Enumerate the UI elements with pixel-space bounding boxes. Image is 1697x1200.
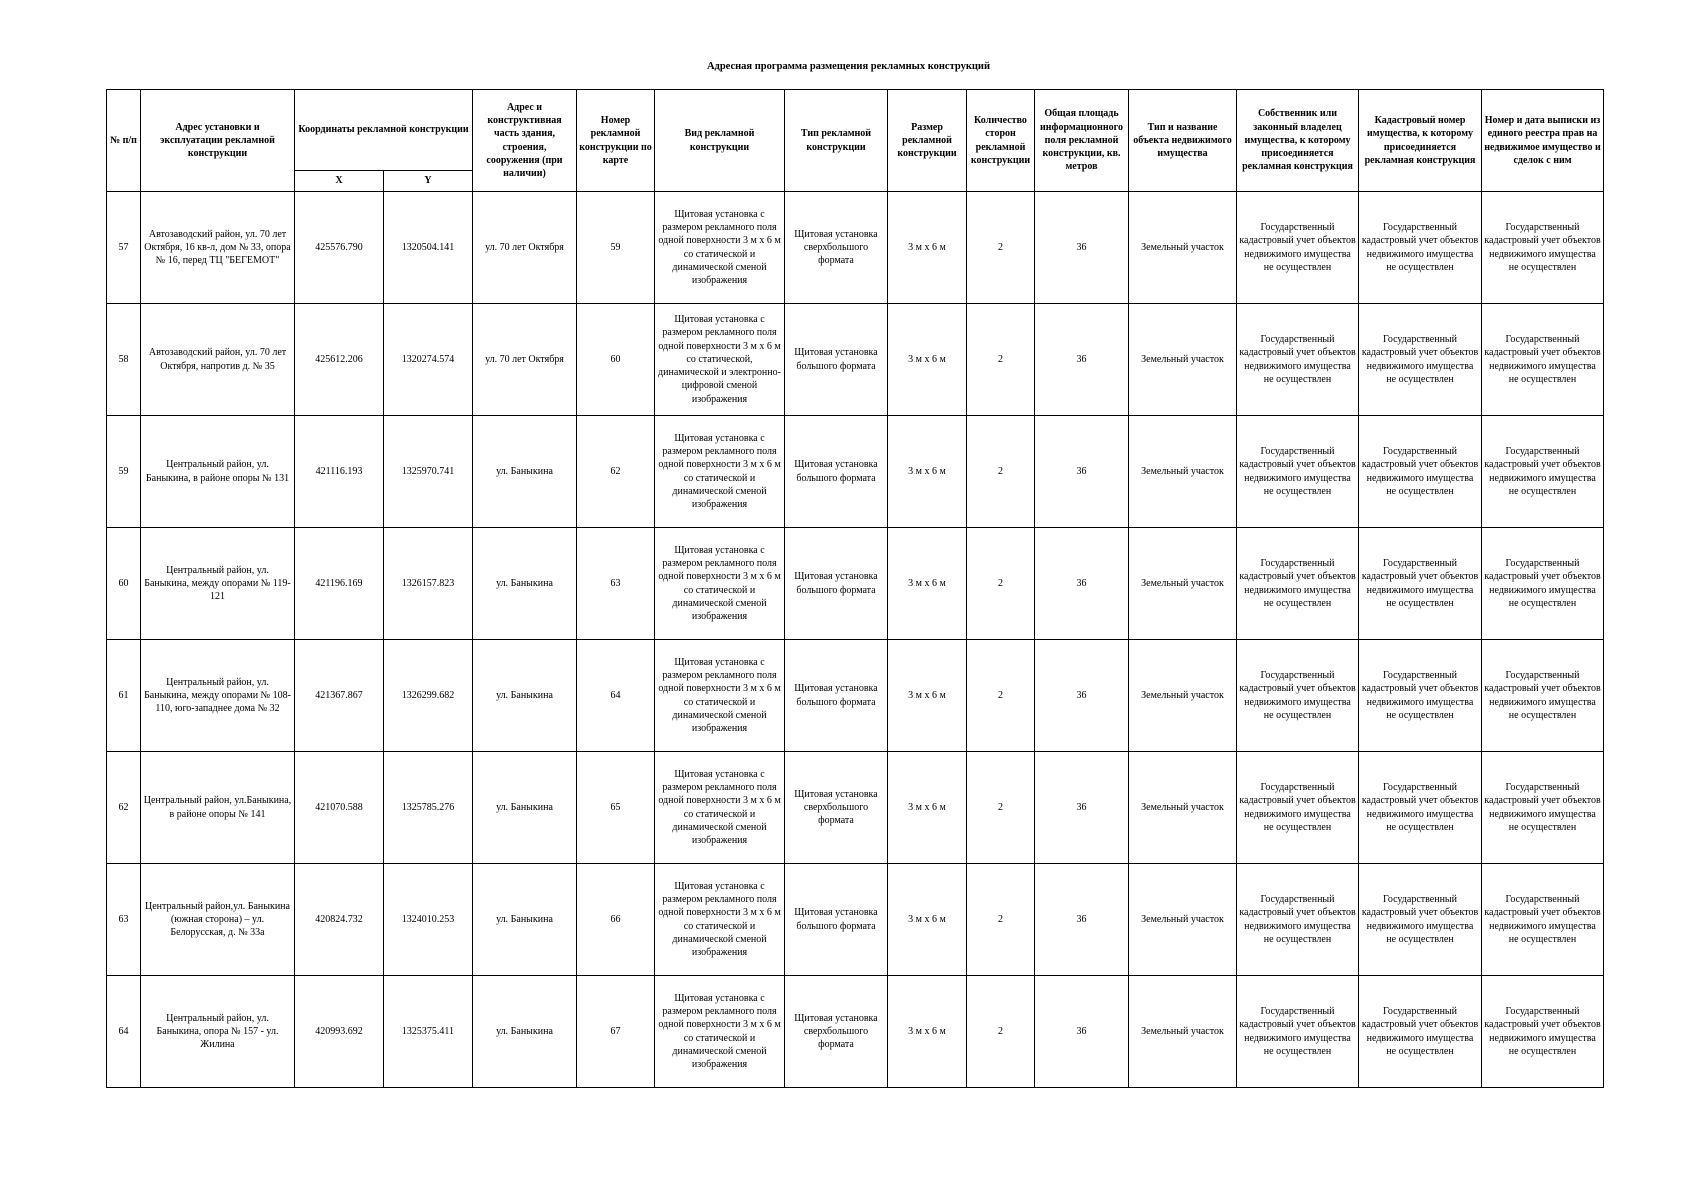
cell-sides: 2 [967,976,1035,1088]
cell-kind: Щитовая установка с размером рекламного поля одной поверхности 3 м х 6 м со статической и динамической сменой изображения [655,528,785,640]
cell-y: 1324010.253 [384,864,473,976]
table-row [107,192,1604,304]
cell-sides: 2 [967,752,1035,864]
cell-owner: Государственный кадастровый учет объектов недвижимого имущества не осуществлен [1237,192,1359,304]
cell-map-num: 62 [577,416,655,528]
header-cadastral: Кадастровый номер имущества, к которому присоединяется рекламная конструкция [1359,90,1482,192]
cell-cadastral: Государственный кадастровый учет объектов недвижимого имущества не осуществлен [1359,976,1482,1088]
cell-y: 1320274.574 [384,304,473,416]
cell-registry: Государственный кадастровый учет объектов недвижимого имущества не осуществлен [1482,192,1604,304]
cell-registry: Государственный кадастровый учет объектов недвижимого имущества не осуществлен [1482,304,1604,416]
cell-x: 421070.588 [295,752,384,864]
cell-size: 3 м х 6 м [888,528,967,640]
cell-building: ул. Баныкина [473,752,577,864]
cell-num: 61 [107,640,141,752]
cell-area: 36 [1035,528,1129,640]
cell-type: Щитовая установка большого формата [785,864,888,976]
cell-type: Щитовая установка большого формата [785,640,888,752]
cell-area: 36 [1035,416,1129,528]
cell-x: 421196.169 [295,528,384,640]
cell-map-num: 63 [577,528,655,640]
cell-type: Щитовая установка сверхбольшого формата [785,752,888,864]
header-kind: Вид рекламной конструкции [655,90,785,192]
cell-size: 3 м х 6 м [888,416,967,528]
cell-sides: 2 [967,304,1035,416]
page-title: Адресная программа размещения рекламных конструкций [706,61,991,72]
cell-area: 36 [1035,864,1129,976]
cell-owner: Государственный кадастровый учет объектов недвижимого имущества не осуществлен [1237,640,1359,752]
cell-map-num: 67 [577,976,655,1088]
advertising-register-table [106,89,1604,1088]
cell-kind: Щитовая установка с размером рекламного поля одной поверхности 3 м х 6 м со статической и динамической сменой изображения [655,976,785,1088]
header-y: Y [384,171,473,192]
cell-x: 425576.790 [295,192,384,304]
cell-kind: Щитовая установка с размером рекламного поля одной поверхности 3 м х 6 м со статической и динамической сменой изображения [655,416,785,528]
table-row [107,528,1604,640]
cell-x: 420993.692 [295,976,384,1088]
cell-area: 36 [1035,640,1129,752]
cell-object: Земельный участок [1129,192,1237,304]
cell-type: Щитовая установка большого формата [785,304,888,416]
cell-sides: 2 [967,640,1035,752]
cell-building: ул. 70 лет Октября [473,192,577,304]
cell-registry: Государственный кадастровый учет объектов недвижимого имущества не осуществлен [1482,976,1604,1088]
cell-sides: 2 [967,864,1035,976]
cell-building: ул. Баныкина [473,864,577,976]
cell-size: 3 м х 6 м [888,304,967,416]
cell-cadastral: Государственный кадастровый учет объектов недвижимого имущества не осуществлен [1359,192,1482,304]
header-x: X [295,171,384,192]
header-address: Адрес установки и эксплуатации рекламной конструкции [141,90,295,192]
cell-registry: Государственный кадастровый учет объектов недвижимого имущества не осуществлен [1482,640,1604,752]
cell-y: 1325785.276 [384,752,473,864]
cell-cadastral: Государственный кадастровый учет объектов недвижимого имущества не осуществлен [1359,528,1482,640]
cell-owner: Государственный кадастровый учет объектов недвижимого имущества не осуществлен [1237,528,1359,640]
cell-registry: Государственный кадастровый учет объектов недвижимого имущества не осуществлен [1482,752,1604,864]
cell-num: 57 [107,192,141,304]
table-row [107,976,1604,1088]
cell-address: Центральный район, ул. Баныкина, в районе опоры № 131 [141,416,295,528]
cell-map-num: 66 [577,864,655,976]
cell-registry: Государственный кадастровый учет объектов недвижимого имущества не осуществлен [1482,416,1604,528]
cell-num: 59 [107,416,141,528]
cell-size: 3 м х 6 м [888,976,967,1088]
cell-area: 36 [1035,192,1129,304]
table-header [107,90,1604,192]
cell-object: Земельный участок [1129,640,1237,752]
cell-cadastral: Государственный кадастровый учет объектов недвижимого имущества не осуществлен [1359,304,1482,416]
cell-object: Земельный участок [1129,416,1237,528]
cell-y: 1326157.823 [384,528,473,640]
cell-sides: 2 [967,528,1035,640]
cell-y: 1320504.141 [384,192,473,304]
cell-building: ул. Баныкина [473,640,577,752]
cell-owner: Государственный кадастровый учет объектов недвижимого имущества не осуществлен [1237,864,1359,976]
header-map-num: Номер рекламной конструкции по карте [577,90,655,192]
cell-type: Щитовая установка большого формата [785,416,888,528]
cell-num: 58 [107,304,141,416]
cell-building: ул. Баныкина [473,528,577,640]
cell-building: ул. Баныкина [473,976,577,1088]
cell-y: 1326299.682 [384,640,473,752]
header-coords: Координаты рекламной конструкции [295,90,473,171]
cell-registry: Государственный кадастровый учет объектов недвижимого имущества не осуществлен [1482,864,1604,976]
table-row [107,304,1604,416]
cell-owner: Государственный кадастровый учет объектов недвижимого имущества не осуществлен [1237,416,1359,528]
cell-cadastral: Государственный кадастровый учет объектов недвижимого имущества не осуществлен [1359,752,1482,864]
cell-num: 63 [107,864,141,976]
cell-size: 3 м х 6 м [888,192,967,304]
cell-kind: Щитовая установка с размером рекламного поля одной поверхности 3 м х 6 м со статической и динамической сменой изображения [655,864,785,976]
cell-x: 421116.193 [295,416,384,528]
cell-owner: Государственный кадастровый учет объектов недвижимого имущества не осуществлен [1237,304,1359,416]
cell-area: 36 [1035,976,1129,1088]
cell-x: 420824.732 [295,864,384,976]
cell-type: Щитовая установка большого формата [785,528,888,640]
cell-map-num: 60 [577,304,655,416]
cell-cadastral: Государственный кадастровый учет объектов недвижимого имущества не осуществлен [1359,640,1482,752]
cell-object: Земельный участок [1129,976,1237,1088]
header-sides: Количество сторон рекламной конструкции [967,90,1035,192]
cell-address: Центральный район, ул. Баныкина, опора № 157 - ул. Жилина [141,976,295,1088]
cell-registry: Государственный кадастровый учет объектов недвижимого имущества не осуществлен [1482,528,1604,640]
cell-size: 3 м х 6 м [888,864,967,976]
cell-num: 60 [107,528,141,640]
cell-address: Центральный район, ул.Баныкина, в районе опоры № 141 [141,752,295,864]
cell-num: 62 [107,752,141,864]
cell-y: 1325375.411 [384,976,473,1088]
cell-object: Земельный участок [1129,752,1237,864]
cell-size: 3 м х 6 м [888,640,967,752]
cell-x: 421367.867 [295,640,384,752]
cell-object: Земельный участок [1129,528,1237,640]
cell-type: Щитовая установка сверхбольшого формата [785,192,888,304]
cell-area: 36 [1035,752,1129,864]
cell-kind: Щитовая установка с размером рекламного поля одной поверхности 3 м х 6 м со статической и динамической сменой изображения [655,640,785,752]
cell-building: ул. Баныкина [473,416,577,528]
cell-map-num: 64 [577,640,655,752]
cell-kind: Щитовая установка с размером рекламного поля одной поверхности 3 м х 6 м со статической, динамической и электронно-цифровой сменой изображения [655,304,785,416]
cell-address: Центральный район, ул. Баныкина, между опорами № 119-121 [141,528,295,640]
table-body [107,192,1604,1088]
cell-y: 1325970.741 [384,416,473,528]
cell-address: Центральный район, ул. Баныкина, между опорами № 108-110, юго-западнее дома № 32 [141,640,295,752]
header-area: Общая площадь информационного поля рекламной конструкции, кв. метров [1035,90,1129,192]
table-row [107,752,1604,864]
header-registry: Номер и дата выписки из единого реестра прав на недвижимое имущество и сделок с ним [1482,90,1604,192]
cell-x: 425612.206 [295,304,384,416]
cell-cadastral: Государственный кадастровый учет объектов недвижимого имущества не осуществлен [1359,416,1482,528]
cell-address: Центральный район,ул. Баныкина (южная сторона) – ул. Белорусская, д. № 33а [141,864,295,976]
table-row [107,864,1604,976]
header-building: Адрес и конструктивная часть здания, строения, сооружения (при наличии) [473,90,577,192]
cell-building: ул. 70 лет Октября [473,304,577,416]
header-type: Тип рекламной конструкции [785,90,888,192]
cell-address: Автозаводский район, ул. 70 лет Октября, 16 кв-л, дом № 33, опора № 16, перед ТЦ "БЕГЕМОТ" [141,192,295,304]
cell-map-num: 65 [577,752,655,864]
cell-sides: 2 [967,416,1035,528]
cell-type: Щитовая установка сверхбольшого формата [785,976,888,1088]
cell-sides: 2 [967,192,1035,304]
cell-kind: Щитовая установка с размером рекламного поля одной поверхности 3 м х 6 м со статической и динамической сменой изображения [655,192,785,304]
cell-size: 3 м х 6 м [888,752,967,864]
cell-area: 36 [1035,304,1129,416]
cell-owner: Государственный кадастровый учет объектов недвижимого имущества не осуществлен [1237,976,1359,1088]
header-object: Тип и название объекта недвижимого имущества [1129,90,1237,192]
cell-owner: Государственный кадастровый учет объектов недвижимого имущества не осуществлен [1237,752,1359,864]
cell-cadastral: Государственный кадастровый учет объектов недвижимого имущества не осуществлен [1359,864,1482,976]
table-row [107,416,1604,528]
header-owner: Собственник или законный владелец имущества, к которому присоединяется рекламная конструкция [1237,90,1359,192]
header-num: № п/п [107,90,141,192]
cell-num: 64 [107,976,141,1088]
table-row [107,640,1604,752]
header-size: Размер рекламной конструкции [888,90,967,192]
cell-kind: Щитовая установка с размером рекламного поля одной поверхности 3 м х 6 м со статической и динамической сменой изображения [655,752,785,864]
cell-object: Земельный участок [1129,864,1237,976]
cell-map-num: 59 [577,192,655,304]
cell-address: Автозаводский район, ул. 70 лет Октября, напротив д. № 35 [141,304,295,416]
cell-object: Земельный участок [1129,304,1237,416]
